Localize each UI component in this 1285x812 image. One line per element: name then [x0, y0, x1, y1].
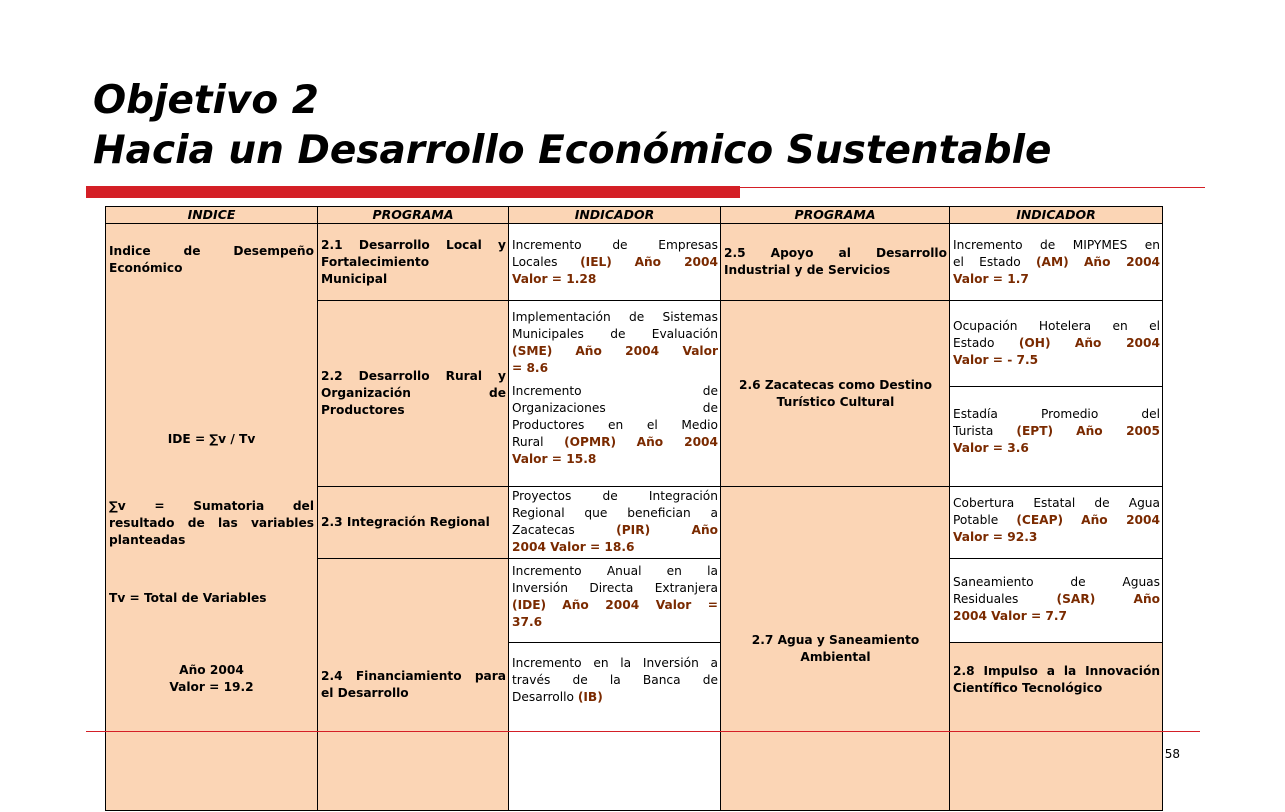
indicator-opmr-value: Valor = 15.8	[512, 452, 597, 466]
indicator-pir-year: Año	[691, 523, 718, 537]
program-2-8-cell	[950, 643, 1163, 811]
title-line-1: Objetivo 2	[93, 78, 319, 123]
program-2-7-line2: Ambiental	[800, 649, 871, 664]
indicator-oh-line1: Ocupación Hotelera en el	[953, 319, 1160, 333]
header-programa-2: PROGRAMA	[721, 207, 950, 224]
indicator-sme-code: (SME)	[512, 344, 553, 358]
indicator-ide-cell	[509, 559, 721, 643]
program-2-6-cell	[721, 301, 950, 487]
indicator-sar-year: Año	[1133, 592, 1160, 606]
program-2-5-line2: Industrial y de Servicios	[724, 263, 891, 277]
indicator-sar-value: 2004 Valor = 7.7	[953, 609, 1068, 623]
title-underline-rule	[740, 187, 1205, 188]
program-2-8-line1: 2.8 Impulso a la Innovación	[953, 664, 1160, 678]
program-2-3-cell	[318, 487, 509, 559]
indicator-ceap-code: (CEAP)	[1016, 513, 1064, 527]
indicator-sar-line2	[953, 591, 1160, 608]
indicator-iel-line1: Incremento de Empresas	[512, 238, 718, 252]
indicator-oh-code: (OH)	[1018, 336, 1051, 350]
indicator-pir-cell	[509, 487, 721, 559]
indicator-iel-code: (IEL)	[580, 255, 612, 269]
page-number: 58	[1164, 747, 1180, 761]
title-underline-bar	[86, 186, 740, 198]
program-2-7-cell	[721, 487, 950, 811]
program-2-2-line1: 2.2 Desarrollo Rural y	[321, 369, 506, 383]
slide-title	[93, 76, 1051, 176]
indicator-pir-text: Zacatecas	[512, 523, 575, 537]
indice-sum-line3: planteadas	[109, 533, 186, 547]
program-2-5-line1: 2.5 Apoyo al Desarrollo	[724, 246, 947, 260]
program-2-2-line2: Organización de	[321, 386, 506, 400]
indicator-oh-text: Estado	[953, 336, 995, 350]
indicator-ept-cell	[950, 387, 1163, 487]
indicator-sme-line3	[512, 343, 718, 360]
indicator-sme-line2: Municipales de Evaluación	[512, 327, 718, 341]
header-indicador-2: INDICADOR	[950, 207, 1163, 224]
indicator-ept-code: (EPT)	[1016, 424, 1054, 438]
indicator-oh-value: Valor = - 7.5	[953, 353, 1039, 367]
indicator-ide-code: (IDE)	[512, 598, 547, 612]
indicator-ib-line3	[512, 689, 718, 706]
indicator-am-line2	[953, 254, 1160, 271]
header-indicador-1: INDICADOR	[509, 207, 721, 224]
title-line-2: Hacia un Desarrollo Económico Sustentable	[93, 128, 1052, 173]
indicator-ib-line2: través de la Banca de	[512, 673, 718, 687]
header-programa-1: PROGRAMA	[318, 207, 509, 224]
indicator-sme-line1: Implementación de Sistemas	[512, 310, 718, 324]
program-2-8-line2: Científico Tecnológico	[953, 681, 1103, 695]
indicator-iel-year: Año 2004	[634, 255, 718, 269]
indicator-pir-line1: Proyectos de Integración	[512, 489, 718, 503]
indicator-sme-value: = 8.6	[512, 361, 549, 375]
indicator-am-value: Valor = 1.7	[953, 272, 1029, 286]
program-2-6-line1: 2.6 Zacatecas como Destino	[739, 377, 932, 392]
indicator-ceap-text: Potable	[953, 513, 999, 527]
indicator-oh-line2	[953, 335, 1160, 352]
indice-sum-line2: resultado de las variables	[109, 516, 314, 530]
indicator-ide-line2: Inversión Directa Extranjera	[512, 581, 718, 595]
indicator-ide-value: 37.6	[512, 615, 543, 629]
indicator-iel-line2	[512, 254, 718, 271]
table-row	[106, 224, 1163, 301]
program-2-5-cell	[721, 224, 950, 301]
indicator-opmr-line2: Organizaciones de	[512, 401, 718, 415]
indicator-opmr-year: Año 2004	[636, 435, 719, 449]
indice-formula: IDE = ∑v / Tv	[167, 432, 256, 446]
indicator-am-text: el Estado	[953, 255, 1021, 269]
indicator-opmr-line3: Productores en el Medio	[512, 418, 718, 432]
program-2-6-line2: Turístico Cultural	[776, 394, 895, 409]
indicator-sme-year: Año 2004 Valor	[575, 344, 718, 358]
indicator-iel-text: Locales	[512, 255, 558, 269]
indice-sum-line1: ∑v = Sumatoria del	[109, 499, 314, 513]
program-2-4-cell	[318, 559, 509, 811]
indicator-ib-line1: Incremento en la Inversión a	[512, 656, 718, 670]
indicator-ept-value: Valor = 3.6	[953, 441, 1029, 455]
indice-name-line1: Indice de Desempeño	[109, 244, 314, 258]
indicator-am-code: (AM)	[1035, 255, 1069, 269]
program-2-4-line2: el Desarrollo	[321, 685, 409, 700]
program-2-4-line1: 2.4 Financiamiento para	[321, 668, 506, 683]
indicator-ceap-cell	[950, 487, 1163, 559]
indicator-sar-code: (SAR)	[1056, 592, 1096, 606]
indicator-ide-line3	[512, 597, 718, 614]
indicator-pir-line3	[512, 522, 718, 539]
program-2-1-line3: Municipal	[321, 272, 388, 286]
indicator-ept-year: Año 2005	[1076, 424, 1160, 438]
indice-name-line2: Económico	[109, 261, 183, 275]
indicator-ept-line2	[953, 423, 1160, 440]
program-2-1-cell	[318, 224, 509, 301]
indicator-iel-cell	[509, 224, 721, 301]
indicator-ib-code: (IB)	[577, 690, 603, 704]
indicator-pir-code: (PIR)	[616, 523, 651, 537]
indicator-iel-value: Valor = 1.28	[512, 272, 597, 286]
indicator-sar-cell	[950, 559, 1163, 643]
indicator-pir-line2: Regional que benefician a	[512, 506, 718, 520]
program-2-2-cell	[318, 301, 509, 487]
header-indice: INDICE	[106, 207, 318, 224]
header-row	[106, 207, 1163, 224]
program-2-1-line2: Fortalecimiento	[321, 255, 430, 269]
indicator-ib-cell	[509, 643, 721, 811]
indicator-am-line1: Incremento de MIPYMES en	[953, 238, 1160, 252]
indicator-opmr-text: Rural	[512, 435, 544, 449]
indicator-ceap-line1: Cobertura Estatal de Agua	[953, 496, 1160, 510]
indicator-ide-year: Año 2004 Valor =	[562, 598, 718, 612]
indicator-opmr-line4	[512, 434, 718, 451]
indicator-ceap-value: Valor = 92.3	[953, 530, 1038, 544]
indicator-sme-opmr-cell	[509, 301, 721, 487]
indicator-sar-text: Residuales	[953, 592, 1019, 606]
indicator-oh-year: Año 2004	[1074, 336, 1160, 350]
indice-value: Valor = 19.2	[169, 680, 254, 694]
program-2-7-line1: 2.7 Agua y Saneamiento	[751, 632, 920, 647]
indicator-ceap-line2	[953, 512, 1160, 529]
indicator-sar-line1: Saneamiento de Aguas	[953, 575, 1160, 589]
program-2-2-line3: Productores	[321, 403, 405, 417]
program-2-1-line1: 2.1 Desarrollo Local y	[321, 238, 506, 252]
indice-cell	[106, 224, 318, 811]
indice-tv: Tv = Total de Variables	[109, 591, 267, 605]
indicator-ceap-year: Año 2004	[1081, 513, 1160, 527]
indice-year: Año 2004	[179, 663, 244, 677]
indicator-ept-text: Turista	[953, 424, 994, 438]
footer-rule	[86, 731, 1200, 732]
indicator-opmr-code: (OPMR)	[564, 435, 617, 449]
indicator-oh-cell	[950, 301, 1163, 387]
program-2-3-line1: 2.3 Integración Regional	[321, 515, 490, 529]
indicator-am-year: Año 2004	[1083, 255, 1161, 269]
indicator-ept-line1: Estadía Promedio del	[953, 407, 1160, 421]
indicator-ib-text: Desarrollo	[512, 690, 574, 704]
indicator-am-cell	[950, 224, 1163, 301]
indicators-table	[105, 206, 1163, 811]
indicator-pir-value: 2004 Valor = 18.6	[512, 540, 635, 554]
indicator-ide-line1: Incremento Anual en la	[512, 564, 718, 578]
indicator-opmr-line1: Incremento de	[512, 384, 718, 398]
